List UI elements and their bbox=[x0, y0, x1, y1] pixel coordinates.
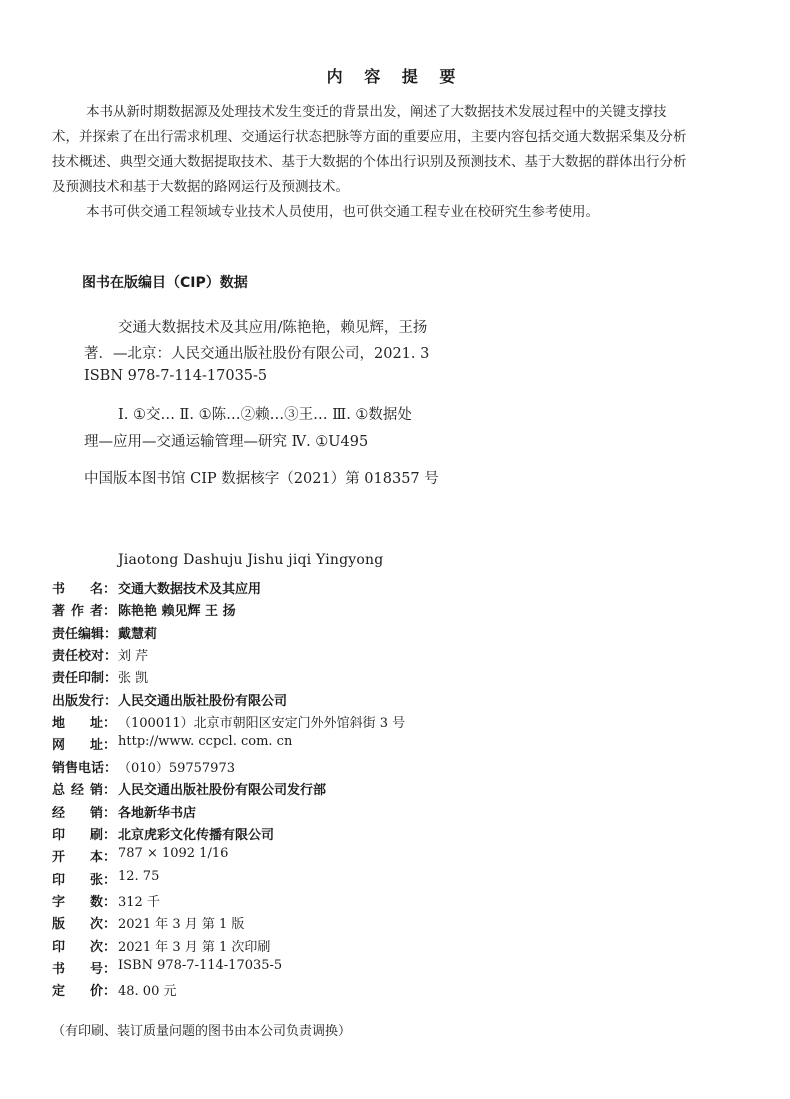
colophon-label-char: 名： bbox=[89, 582, 116, 597]
colophon-label-char: 印 bbox=[52, 873, 66, 888]
colophon-label bbox=[52, 712, 116, 731]
colophon-value: 张 凯 bbox=[118, 671, 149, 686]
colophon-label bbox=[52, 846, 116, 865]
colophon-value: 人民交通出版社股份有限公司发行部 bbox=[118, 783, 327, 798]
colophon-value: 戴慧莉 bbox=[118, 627, 158, 642]
colophon-label bbox=[52, 824, 116, 843]
colophon-label-char: 书 bbox=[52, 962, 66, 977]
colophon-label-char: 经 bbox=[52, 806, 66, 821]
colophon-value: 陈艳艳 赖见辉 王 扬 bbox=[118, 604, 236, 619]
colophon-value: 人民交通出版社股份有限公司 bbox=[118, 694, 288, 709]
colophon-value: （010）59757973 bbox=[118, 761, 235, 776]
colophon-label bbox=[52, 869, 116, 888]
colophon-label-char: 次： bbox=[89, 917, 116, 932]
colophon-label-char: 印 bbox=[52, 828, 66, 843]
colophon-label bbox=[52, 913, 116, 932]
colophon-value: （100011）北京市朝阳区安定门外外馆斜街 3 号 bbox=[118, 716, 406, 731]
colophon-value: ISBN 978-7-114-17035-5 bbox=[118, 958, 283, 973]
colophon-label-char: 字 bbox=[52, 895, 66, 910]
colophon-label bbox=[52, 667, 116, 686]
colophon-label bbox=[52, 891, 116, 910]
colophon-value: 交通大数据技术及其应用 bbox=[118, 582, 262, 597]
summary-paragraph-line: 本书从新时期数据源及处理技术发生变迁的背景出发，阐述了大数据技术发展过程中的关键支撑技 bbox=[86, 104, 667, 120]
colophon-value: http://www. ccpcl. com. cn bbox=[118, 734, 293, 749]
colophon-value: 2021 年 3 月 第 1 版 bbox=[118, 917, 245, 932]
colophon-label-char: 销售电话： bbox=[52, 761, 118, 776]
colophon-label-char: 本： bbox=[89, 850, 116, 865]
colophon-label bbox=[52, 980, 116, 999]
colophon-label-char: 版 bbox=[52, 917, 66, 932]
colophon-label bbox=[52, 958, 116, 977]
colophon-label-char: 数： bbox=[89, 895, 116, 910]
colophon-label-char: 址： bbox=[89, 716, 116, 731]
colophon-label bbox=[52, 802, 116, 821]
colophon-label bbox=[52, 734, 116, 753]
colophon-label-char: 号： bbox=[89, 962, 116, 977]
pinyin-title: Jiaotong Dashuju Jishu jiqi Yingyong bbox=[118, 552, 384, 568]
colophon-label-char: 出版发行： bbox=[52, 694, 118, 709]
colophon-value: 刘 芹 bbox=[118, 649, 149, 664]
colophon-label-char: 址： bbox=[89, 738, 116, 753]
colophon-value: 787 × 1092 1/16 bbox=[118, 846, 229, 861]
colophon-label-char: 总 bbox=[52, 783, 66, 798]
cip-line: Ⅰ. ①交… Ⅱ. ①陈…②赖…③王… Ⅲ. ①数据处 bbox=[118, 407, 412, 423]
colophon-label bbox=[52, 757, 116, 776]
colophon-value: 48. 00 元 bbox=[118, 984, 177, 999]
cip-line: ISBN 978-7-114-17035-5 bbox=[84, 368, 268, 384]
colophon-label bbox=[52, 600, 116, 619]
colophon-label-char: 者： bbox=[89, 604, 116, 619]
colophon-label-char: 著 bbox=[52, 604, 66, 619]
colophon-value: 北京虎彩文化传播有限公司 bbox=[118, 828, 275, 843]
colophon-label-char: 书 bbox=[52, 582, 66, 597]
colophon-value: 12. 75 bbox=[118, 869, 160, 884]
colophon-label bbox=[52, 645, 116, 664]
cip-line: 著．—北京：人民交通出版社股份有限公司，2021. 3 bbox=[84, 346, 430, 362]
cip-line: 中国版本图书馆 CIP 数据核字（2021）第 018357 号 bbox=[84, 471, 439, 487]
colophon-label bbox=[52, 690, 116, 709]
colophon-note: （有印刷、装订质量问题的图书由本公司负责调换） bbox=[52, 1024, 352, 1039]
colophon-label-char: 开 bbox=[52, 850, 66, 865]
colophon-label bbox=[52, 578, 116, 597]
colophon-label-char: 定 bbox=[52, 984, 66, 999]
cip-line: 理—应用—交通运输管理—研究 Ⅳ. ①U495 bbox=[84, 434, 369, 450]
colophon-value: 2021 年 3 月 第 1 次印刷 bbox=[118, 940, 271, 955]
summary-paragraph-line: 本书可供交通工程领域专业技术人员使用，也可供交通工程专业在校研究生参考使用。 bbox=[86, 204, 599, 220]
colophon-label-char: 责任印制： bbox=[52, 671, 118, 686]
summary-title: 内 容 提 要 bbox=[326, 67, 464, 86]
summary-paragraph-line: 技术概述、典型交通大数据提取技术、基于大数据的个体出行识别及预测技术、基于大数据的群体出行分析 bbox=[52, 154, 687, 170]
colophon-value: 各地新华书店 bbox=[118, 806, 197, 821]
colophon-label-char: 销： bbox=[89, 806, 116, 821]
colophon-label-char: 作 bbox=[70, 604, 84, 619]
summary-paragraph-line: 术，并探索了在出行需求机理、交通运行状态把脉等方面的重要应用，主要内容包括交通大数据采集及分析 bbox=[52, 129, 687, 145]
colophon-label-char: 次： bbox=[89, 940, 116, 955]
colophon-label-char: 印 bbox=[52, 940, 66, 955]
colophon-label-char: 张： bbox=[89, 873, 116, 888]
colophon-label-char: 网 bbox=[52, 738, 66, 753]
colophon-label bbox=[52, 779, 116, 798]
colophon-label-char: 价： bbox=[89, 984, 116, 999]
colophon-label-char: 刷： bbox=[89, 828, 116, 843]
cip-heading: 图书在版编目（CIP）数据 bbox=[82, 275, 248, 291]
colophon-label-char: 责任校对： bbox=[52, 649, 118, 664]
colophon-label-char: 销： bbox=[89, 783, 116, 798]
summary-paragraph-line: 及预测技术和基于大数据的路网运行及预测技术。 bbox=[52, 179, 349, 195]
colophon-value: 312 千 bbox=[118, 895, 160, 910]
colophon-label bbox=[52, 623, 116, 642]
colophon-label-char: 责任编辑： bbox=[52, 627, 118, 642]
colophon-label bbox=[52, 936, 116, 955]
colophon-label-char: 经 bbox=[70, 783, 84, 798]
colophon-label-char: 地 bbox=[52, 716, 66, 731]
cip-line: 交通大数据技术及其应用/陈艳艳，赖见辉，王扬 bbox=[118, 320, 428, 336]
